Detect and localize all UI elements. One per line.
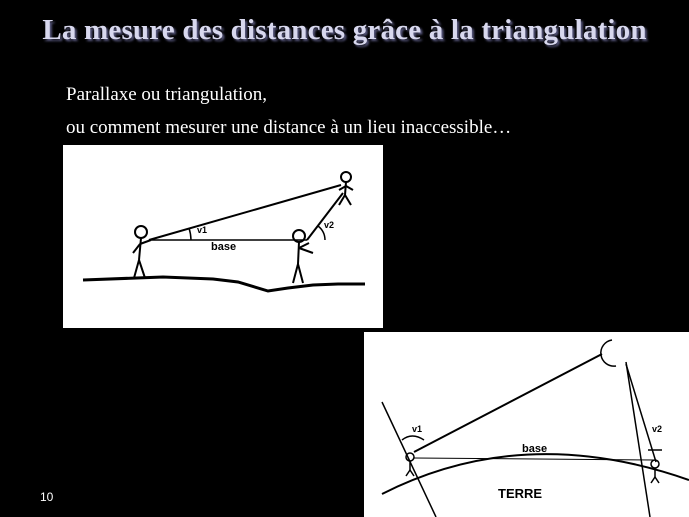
- base-label: base: [522, 443, 548, 455]
- radial-line-left: [382, 402, 436, 517]
- triangulation-diagram-ground: [63, 145, 383, 328]
- ground-line: [83, 277, 365, 291]
- sight-line-1: [414, 354, 602, 452]
- triangulation-figure-ground: [63, 145, 383, 328]
- triangulation-diagram-moon: [364, 332, 689, 517]
- moon-icon: [601, 340, 616, 366]
- earth-label: TERRE: [498, 486, 543, 501]
- angle-label-v2: v2: [324, 220, 335, 230]
- slide-number: 10: [40, 490, 54, 504]
- sight-line-2: [626, 364, 656, 462]
- target-figure: [339, 172, 353, 205]
- base-label: base: [211, 241, 237, 253]
- angle-label-v1: v1: [197, 225, 208, 235]
- observer-2-figure: [293, 230, 313, 283]
- angle-arc-1: [189, 228, 191, 240]
- observer-1-figure: [133, 226, 151, 278]
- angle-arc-1: [402, 436, 424, 440]
- sight-line-2: [307, 193, 343, 240]
- angle-label-v2: v2: [652, 424, 663, 434]
- body-line-1: Parallaxe ou triangulation,: [66, 84, 268, 105]
- body-line-2: ou comment mesurer une distance à un lieu inaccessible…: [66, 117, 512, 138]
- slide-title: La mesure des distances grâce à la triangulation: [42, 14, 647, 46]
- triangulation-figure-moon: [364, 332, 689, 517]
- angle-label-v1: v1: [412, 424, 423, 434]
- base-line: [414, 458, 656, 460]
- observer-2-figure: [651, 460, 659, 483]
- radial-line-right: [626, 362, 650, 517]
